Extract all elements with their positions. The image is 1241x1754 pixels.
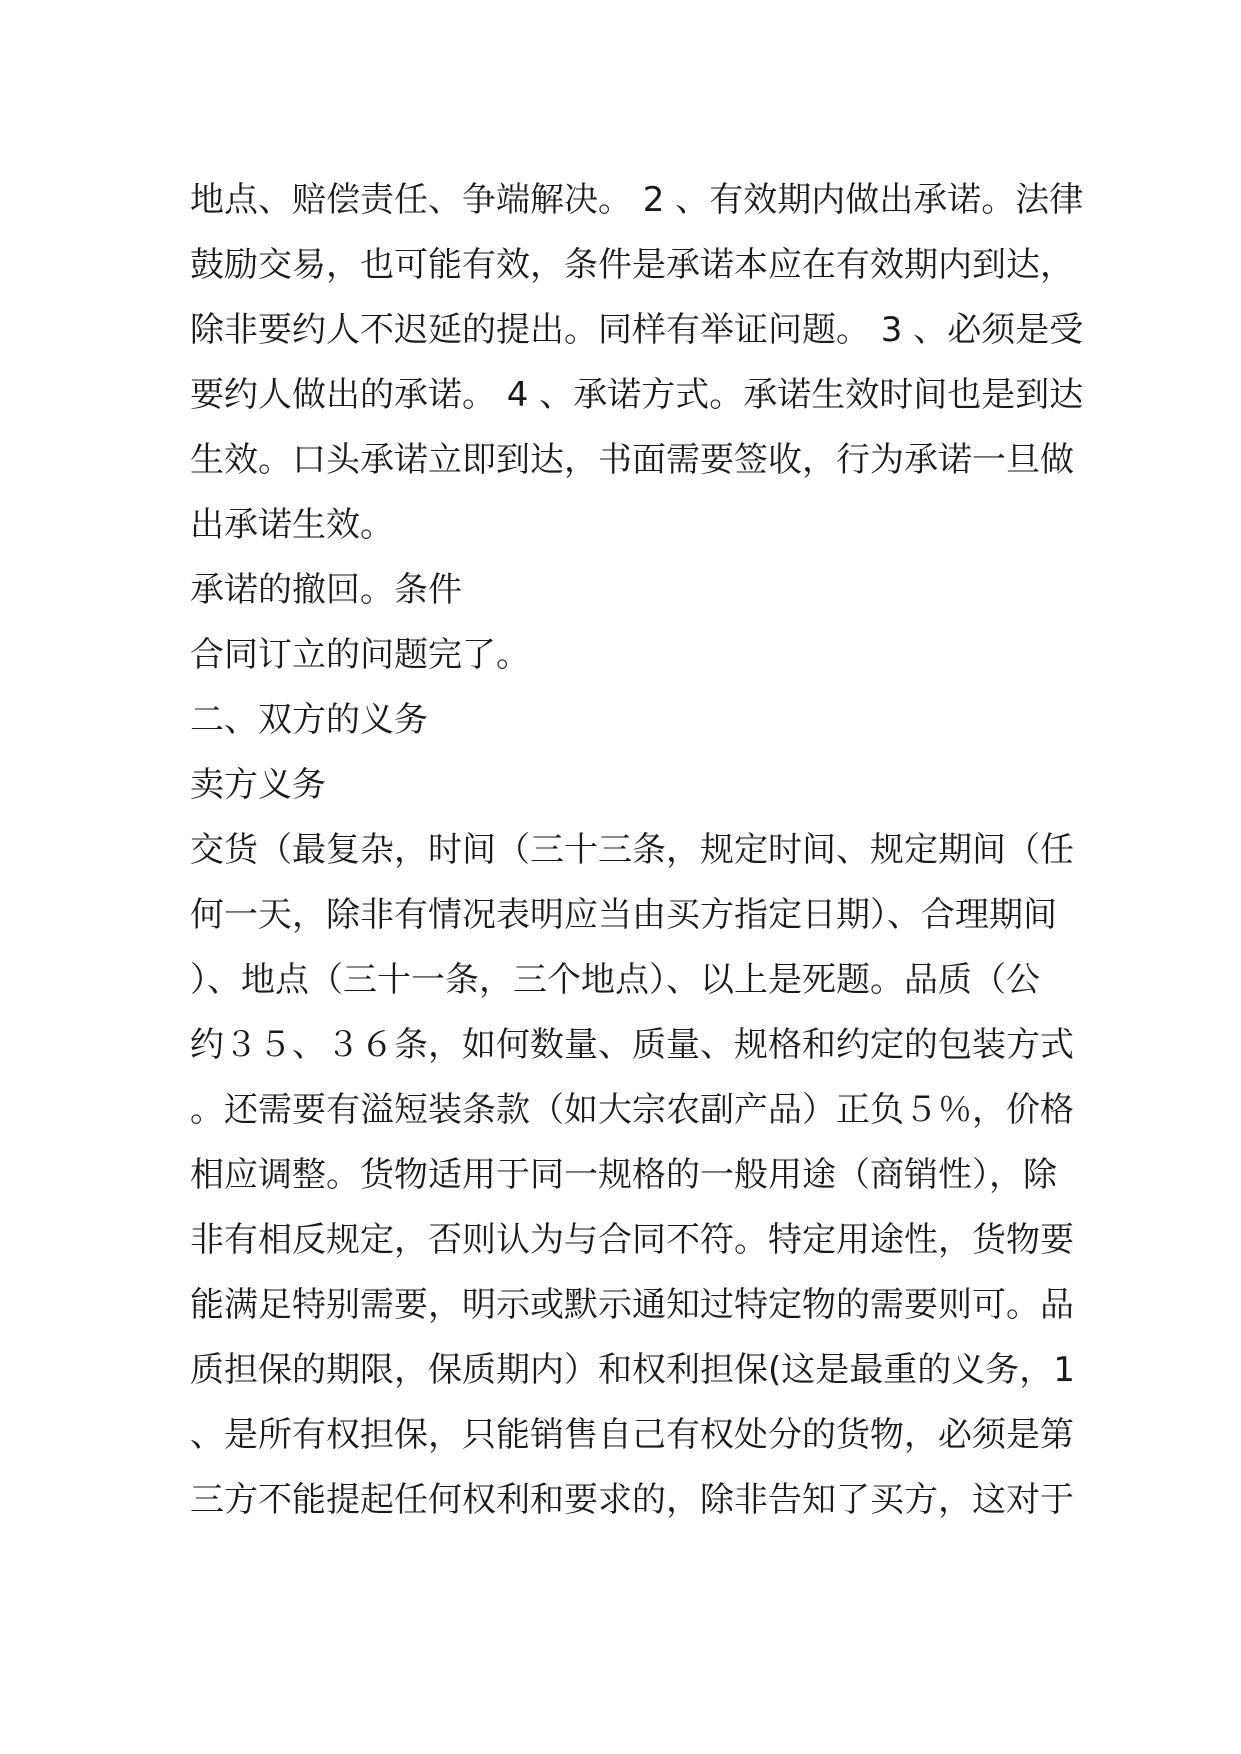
text-line: 能满足特别需要，明示或默示通知过特定物的需要则可。品 <box>190 1285 1074 1325</box>
text-line: 地点、赔偿责任、争端解决。 2 、有效期内做出承诺。法律 <box>190 180 1084 220</box>
text-line: 何一天，除非有情况表明应当由买方指定日期）、合理期间 <box>190 895 1057 935</box>
text-line: 交货（最复杂，时间（三十三条，规定时间、规定期间（任 <box>190 830 1074 870</box>
text-line: 质担保的期限，保质期内）和权利担保(这是最重的义务，1 <box>190 1350 1075 1390</box>
text-line: ）、地点（三十一条，三个地点）、以上是死题。品质（公 <box>190 960 1040 1000</box>
text-line: 除非要约人不迟延的提出。同样有举证问题。 3 、必须是受 <box>190 310 1084 350</box>
text-line: 生效。口头承诺立即到达，书面需要签收，行为承诺一旦做 <box>190 440 1074 480</box>
text-line: 承诺的撤回。条件 <box>190 570 462 610</box>
text-line: 要约人做出的承诺。 4 、承诺方式。承诺生效时间也是到达 <box>190 375 1084 415</box>
text-line: 鼓励交易，也可能有效，条件是承诺本应在有效期内到达， <box>190 245 1074 285</box>
text-line: 相应调整。货物适用于同一规格的一般用途（商销性），除 <box>190 1155 1057 1195</box>
text-line: 非有相反规定，否则认为与合同不符。特定用途性，货物要 <box>190 1220 1074 1260</box>
text-line: 合同订立的问题完了。 <box>190 635 530 675</box>
text-line: 、是所有权担保，只能销售自己有权处分的货物，必须是第 <box>190 1415 1074 1455</box>
text-line: 出承诺生效。 <box>190 505 394 545</box>
text-line: 约３５、３６条，如何数量、质量、规格和约定的包装方式 <box>190 1025 1074 1065</box>
subsection-heading: 卖方义务 <box>190 765 326 805</box>
text-line: 。还需要有溢短装条款（如大宗农副产品）正负５％，价格 <box>190 1090 1074 1130</box>
document-body <box>190 168 1084 1533</box>
text-line: 三方不能提起任何权利和要求的，除非告知了买方，这对于 <box>190 1480 1074 1520</box>
section-heading: 二、双方的义务 <box>190 700 428 740</box>
